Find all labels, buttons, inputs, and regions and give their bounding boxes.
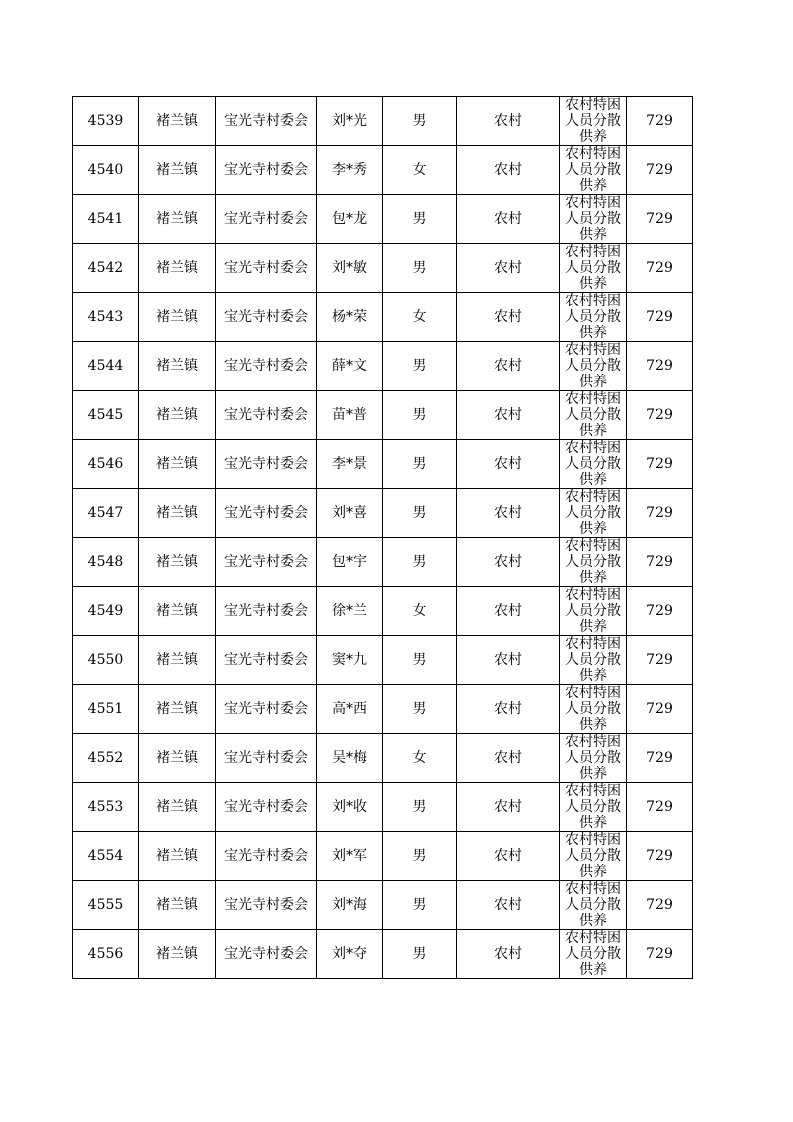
row-village: 宝光寺村委会 [216,734,317,783]
row-category-text: 农村特困人员分散供养 [565,489,621,537]
row-gender: 女 [383,293,457,342]
row-category-text: 农村特困人员分散供养 [565,587,621,635]
table-row [73,146,693,195]
row-id: 4541 [73,195,139,244]
row-village: 宝光寺村委会 [216,342,317,391]
row-village: 宝光寺村委会 [216,440,317,489]
table-row [73,293,693,342]
row-id: 4548 [73,538,139,587]
row-gender: 男 [383,489,457,538]
row-area: 农村 [457,195,560,244]
row-id: 4556 [73,930,139,979]
row-village: 宝光寺村委会 [216,293,317,342]
table-row [73,97,693,146]
row-town: 褚兰镇 [139,832,216,881]
row-amount: 729 [627,195,693,244]
row-name: 刘*敏 [317,244,383,293]
table-row [73,391,693,440]
row-category-text: 农村特困人员分散供养 [565,538,621,586]
row-area: 农村 [457,685,560,734]
row-amount: 729 [627,146,693,195]
row-area: 农村 [457,244,560,293]
row-category-text: 农村特困人员分散供养 [565,930,621,978]
row-amount: 729 [627,685,693,734]
row-name: 包*宇 [317,538,383,587]
row-name: 薛*文 [317,342,383,391]
row-area: 农村 [457,391,560,440]
table-row [73,587,693,636]
row-id: 4543 [73,293,139,342]
row-category [560,391,627,440]
row-town: 褚兰镇 [139,342,216,391]
row-gender: 男 [383,636,457,685]
row-name: 李*秀 [317,146,383,195]
row-category-text: 农村特困人员分散供养 [565,636,621,684]
roster-body [73,97,693,979]
row-town: 褚兰镇 [139,293,216,342]
row-amount: 729 [627,440,693,489]
row-name: 杨*荣 [317,293,383,342]
row-category-text: 农村特困人员分散供养 [565,832,621,880]
row-village: 宝光寺村委会 [216,881,317,930]
row-category [560,587,627,636]
table-row [73,930,693,979]
row-category-text: 农村特困人员分散供养 [565,440,621,488]
row-area: 农村 [457,97,560,146]
row-village: 宝光寺村委会 [216,587,317,636]
row-town: 褚兰镇 [139,391,216,440]
row-name: 徐*兰 [317,587,383,636]
row-id: 4544 [73,342,139,391]
row-amount: 729 [627,391,693,440]
table-row [73,881,693,930]
row-gender: 男 [383,97,457,146]
row-name: 刘*收 [317,783,383,832]
row-area: 农村 [457,342,560,391]
row-amount: 729 [627,587,693,636]
row-gender: 男 [383,342,457,391]
row-category [560,489,627,538]
row-amount: 729 [627,489,693,538]
row-gender: 男 [383,391,457,440]
row-area: 农村 [457,636,560,685]
table-row [73,342,693,391]
table-row [73,440,693,489]
row-village: 宝光寺村委会 [216,783,317,832]
row-village: 宝光寺村委会 [216,97,317,146]
row-name: 高*西 [317,685,383,734]
row-id: 4542 [73,244,139,293]
row-name: 苗*普 [317,391,383,440]
row-amount: 729 [627,881,693,930]
row-amount: 729 [627,832,693,881]
row-village: 宝光寺村委会 [216,930,317,979]
row-gender: 男 [383,195,457,244]
row-name: 包*龙 [317,195,383,244]
row-area: 农村 [457,832,560,881]
row-amount: 729 [627,734,693,783]
row-town: 褚兰镇 [139,636,216,685]
row-id: 4553 [73,783,139,832]
row-name: 窦*九 [317,636,383,685]
row-area: 农村 [457,489,560,538]
row-category [560,146,627,195]
row-village: 宝光寺村委会 [216,195,317,244]
row-name: 刘*光 [317,97,383,146]
row-category-text: 农村特困人员分散供养 [565,244,621,292]
row-gender: 男 [383,244,457,293]
row-gender: 女 [383,146,457,195]
row-category-text: 农村特困人员分散供养 [565,97,621,145]
row-village: 宝光寺村委会 [216,636,317,685]
row-name: 李*景 [317,440,383,489]
row-category-text: 农村特困人员分散供养 [565,195,621,243]
row-village: 宝光寺村委会 [216,244,317,293]
table-row [73,783,693,832]
row-town: 褚兰镇 [139,195,216,244]
row-category [560,783,627,832]
row-id: 4552 [73,734,139,783]
table-row [73,489,693,538]
row-area: 农村 [457,293,560,342]
row-town: 褚兰镇 [139,734,216,783]
row-category [560,881,627,930]
table-row [73,832,693,881]
row-town: 褚兰镇 [139,930,216,979]
table-row [73,538,693,587]
row-id: 4555 [73,881,139,930]
row-id: 4547 [73,489,139,538]
row-village: 宝光寺村委会 [216,685,317,734]
row-name: 刘*夺 [317,930,383,979]
row-category [560,97,627,146]
row-id: 4539 [73,97,139,146]
row-category-text: 农村特困人员分散供养 [565,293,621,341]
row-area: 农村 [457,146,560,195]
row-amount: 729 [627,342,693,391]
row-town: 褚兰镇 [139,97,216,146]
roster-table [72,96,693,979]
row-category [560,195,627,244]
row-name: 刘*海 [317,881,383,930]
table-row [73,734,693,783]
row-category-text: 农村特困人员分散供养 [565,734,621,782]
row-town: 褚兰镇 [139,783,216,832]
row-category-text: 农村特困人员分散供养 [565,342,621,390]
row-town: 褚兰镇 [139,489,216,538]
row-area: 农村 [457,587,560,636]
row-amount: 729 [627,538,693,587]
row-town: 褚兰镇 [139,685,216,734]
row-area: 农村 [457,734,560,783]
row-town: 褚兰镇 [139,881,216,930]
row-town: 褚兰镇 [139,587,216,636]
row-id: 4551 [73,685,139,734]
row-name: 吴*梅 [317,734,383,783]
row-village: 宝光寺村委会 [216,146,317,195]
row-gender: 女 [383,734,457,783]
row-category [560,244,627,293]
row-gender: 男 [383,538,457,587]
row-category [560,734,627,783]
row-gender: 男 [383,930,457,979]
row-amount: 729 [627,636,693,685]
row-gender: 男 [383,783,457,832]
row-area: 农村 [457,440,560,489]
row-area: 农村 [457,783,560,832]
row-category-text: 农村特困人员分散供养 [565,391,621,439]
row-town: 褚兰镇 [139,538,216,587]
row-town: 褚兰镇 [139,244,216,293]
row-amount: 729 [627,293,693,342]
row-area: 农村 [457,930,560,979]
table-row [73,636,693,685]
row-id: 4554 [73,832,139,881]
row-amount: 729 [627,783,693,832]
row-town: 褚兰镇 [139,440,216,489]
row-area: 农村 [457,538,560,587]
row-category [560,440,627,489]
table-row [73,685,693,734]
row-category-text: 农村特困人员分散供养 [565,146,621,194]
table-row [73,195,693,244]
row-category [560,685,627,734]
row-amount: 729 [627,930,693,979]
row-village: 宝光寺村委会 [216,832,317,881]
row-gender: 女 [383,587,457,636]
row-area: 农村 [457,881,560,930]
row-gender: 男 [383,685,457,734]
row-village: 宝光寺村委会 [216,538,317,587]
row-town: 褚兰镇 [139,146,216,195]
row-category [560,930,627,979]
table-row [73,244,693,293]
row-category [560,832,627,881]
row-village: 宝光寺村委会 [216,489,317,538]
row-amount: 729 [627,244,693,293]
row-gender: 男 [383,440,457,489]
row-id: 4550 [73,636,139,685]
row-id: 4546 [73,440,139,489]
row-id: 4545 [73,391,139,440]
row-category [560,342,627,391]
row-category [560,293,627,342]
row-gender: 男 [383,832,457,881]
row-id: 4549 [73,587,139,636]
row-category-text: 农村特困人员分散供养 [565,685,621,733]
row-name: 刘*喜 [317,489,383,538]
row-amount: 729 [627,97,693,146]
row-id: 4540 [73,146,139,195]
row-gender: 男 [383,881,457,930]
row-name: 刘*军 [317,832,383,881]
row-category [560,538,627,587]
row-category-text: 农村特困人员分散供养 [565,783,621,831]
row-village: 宝光寺村委会 [216,391,317,440]
row-category [560,636,627,685]
row-category-text: 农村特困人员分散供养 [565,881,621,929]
